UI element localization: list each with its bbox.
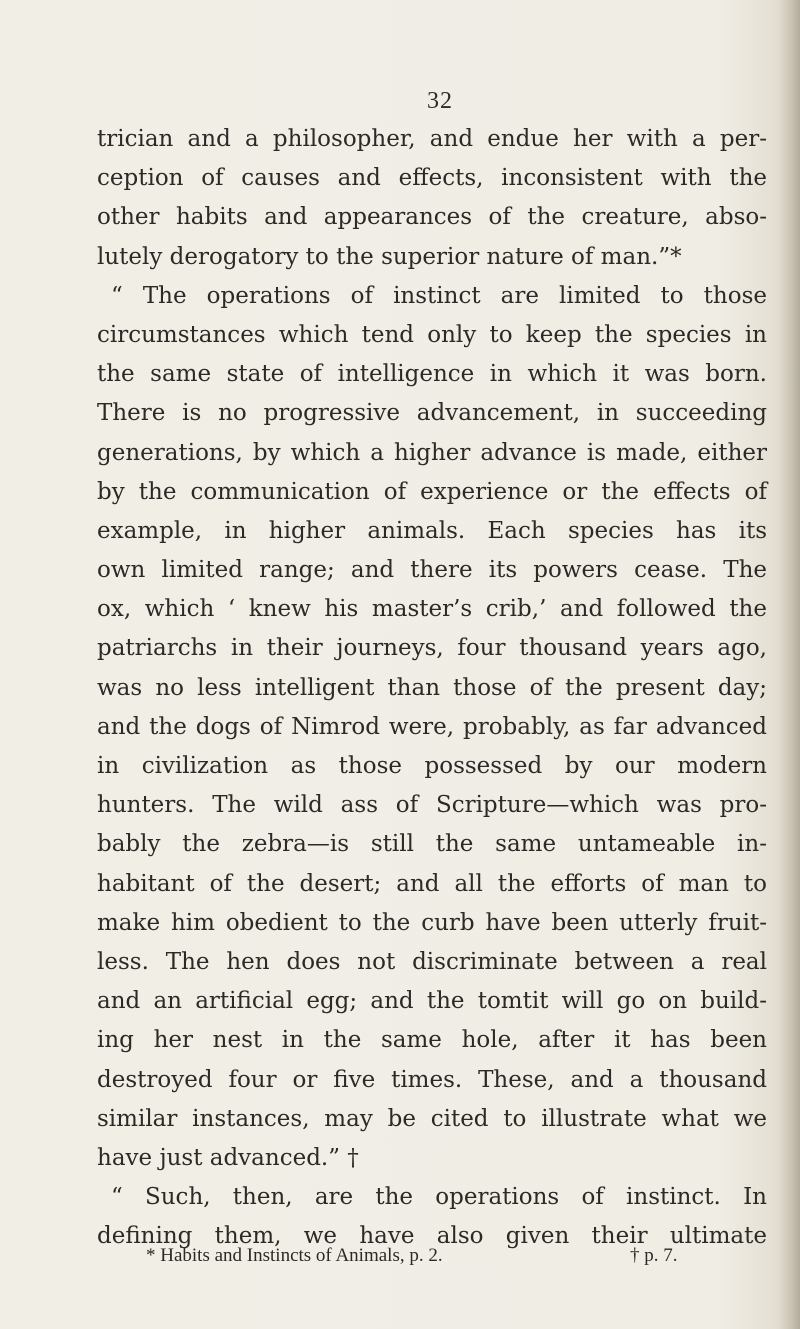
text-line: ing her nest in the same hole, after it has been — [97, 1027, 767, 1054]
text-line: ception of causes and effects, inconsistent with the — [97, 165, 767, 192]
page-edge-shadow — [778, 0, 800, 1329]
page-number: 32 — [427, 88, 453, 114]
text-line: lutely derogatory to the superior nature of man.”* — [97, 243, 682, 270]
text-line: trician and a philosopher, and endue her with a per- — [97, 126, 767, 152]
text-line: “ Such, then, are the operations of instinct. In — [111, 1184, 767, 1211]
text-line: and an artificial egg; and the tomtit will go on build- — [97, 988, 767, 1015]
text-line: the same state of intelligence in which it was born. — [97, 361, 767, 388]
text-line: similar instances, may be cited to illustrate what we — [97, 1105, 767, 1132]
text-line: have just advanced.” † — [97, 1144, 359, 1171]
text-line: There is no progressive advancement, in succeeding — [97, 400, 767, 427]
text-line: ox, which ‘ knew his master’s crib,’ and followed the — [97, 596, 767, 623]
text-line: less. The hen does not discriminate between a real — [97, 948, 767, 975]
text-line: destroyed four or five times. These, and a thousand — [97, 1066, 767, 1093]
text-line: circumstances which tend only to keep the species in — [97, 321, 767, 348]
text-line: bably the zebra—is still the same untameable in- — [97, 831, 767, 858]
text-line: defining them, we have also given their ultimate — [97, 1223, 767, 1250]
text-line: hunters. The wild ass of Scripture—which was pro- — [97, 792, 767, 819]
text-line: in civilization as those possessed by our modern — [97, 753, 767, 779]
text-line: other habits and appearances of the creature, abso- — [97, 204, 767, 231]
text-line: “ The operations of instinct are limited to those — [111, 282, 767, 309]
text-line: by the communication of experience or the effects of — [97, 478, 767, 505]
text-line: generations, by which a higher advance is made, either — [97, 439, 767, 466]
text-line: patriarchs in their journeys, four thousand years ago, — [97, 635, 767, 662]
text-line: example, in higher animals. Each species has its — [97, 517, 767, 544]
body-text — [97, 120, 767, 1256]
text-line: was no less intelligent than those of the present day; — [97, 674, 767, 701]
text-line: own limited range; and there its powers cease. The — [97, 557, 767, 584]
text-line: habitant of the desert; and all the efforts of man to — [97, 870, 767, 897]
text-line: make him obedient to the curb have been utterly fruit- — [97, 909, 767, 936]
footnote-habits-and-instincts: * Habits and Instincts of Animals, p. 2. — [146, 1245, 443, 1266]
text-line: and the dogs of Nimrod were, probably, as far advanced — [97, 713, 767, 740]
footnote-page-ref: † p. 7. — [630, 1245, 678, 1266]
